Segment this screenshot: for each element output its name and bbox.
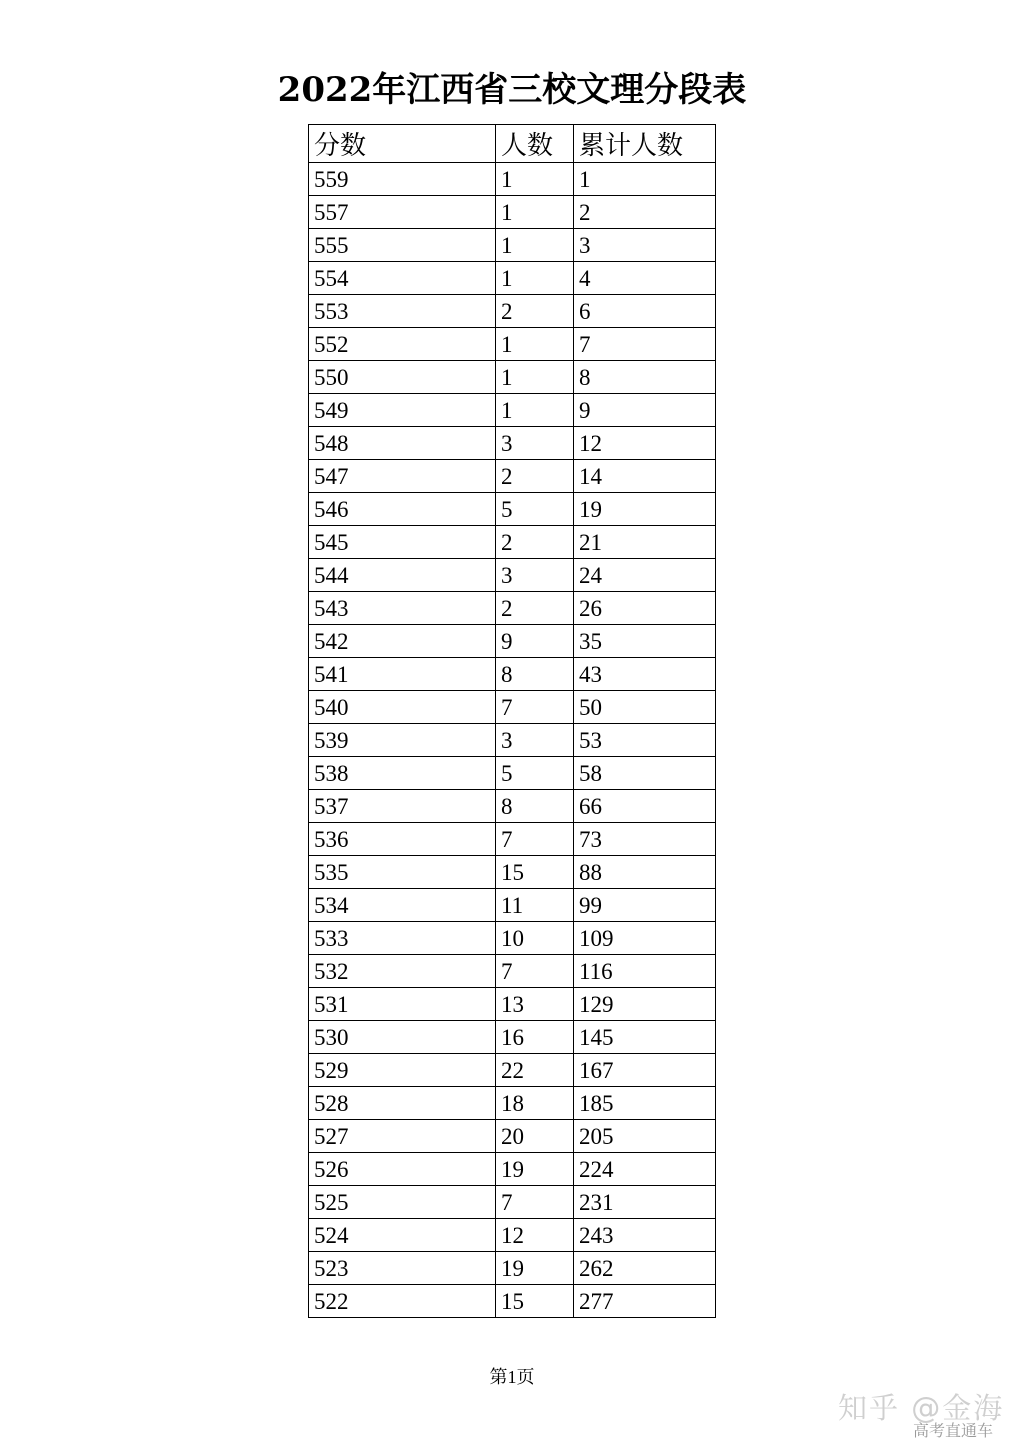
cell-count: 1 — [496, 196, 574, 229]
cell-count: 2 — [496, 592, 574, 625]
header-cumulative: 累计人数 — [574, 125, 716, 163]
cell-count: 12 — [496, 1219, 574, 1252]
cell-cumulative: 19 — [574, 493, 716, 526]
cell-score: 525 — [309, 1186, 496, 1219]
cell-count: 20 — [496, 1120, 574, 1153]
table-row — [309, 955, 716, 988]
cell-cumulative: 26 — [574, 592, 716, 625]
header-count: 人数 — [496, 125, 574, 163]
table-row — [309, 1186, 716, 1219]
cell-cumulative: 58 — [574, 757, 716, 790]
cell-score: 555 — [309, 229, 496, 262]
cell-score: 549 — [309, 394, 496, 427]
table-row — [309, 163, 716, 196]
cell-cumulative: 88 — [574, 856, 716, 889]
cell-count: 11 — [496, 889, 574, 922]
cell-cumulative: 6 — [574, 295, 716, 328]
table-row — [309, 427, 716, 460]
cell-score: 554 — [309, 262, 496, 295]
cell-cumulative: 8 — [574, 361, 716, 394]
cell-count: 22 — [496, 1054, 574, 1087]
table-row — [309, 328, 716, 361]
cell-score: 534 — [309, 889, 496, 922]
cell-score: 559 — [309, 163, 496, 196]
cell-cumulative: 185 — [574, 1087, 716, 1120]
cell-count: 5 — [496, 757, 574, 790]
cell-score: 536 — [309, 823, 496, 856]
table-row — [309, 394, 716, 427]
cell-count: 7 — [496, 955, 574, 988]
cell-score: 533 — [309, 922, 496, 955]
table-row — [309, 691, 716, 724]
cell-count: 10 — [496, 922, 574, 955]
table-header-row — [309, 125, 716, 163]
table-row — [309, 988, 716, 1021]
cell-cumulative: 66 — [574, 790, 716, 823]
watermark: 知乎 @金海 — [838, 1391, 1005, 1425]
cell-count: 7 — [496, 691, 574, 724]
cell-count: 2 — [496, 295, 574, 328]
table-row — [309, 823, 716, 856]
cell-score: 527 — [309, 1120, 496, 1153]
table-row — [309, 922, 716, 955]
cell-count: 1 — [496, 328, 574, 361]
cell-score: 526 — [309, 1153, 496, 1186]
cell-count: 3 — [496, 559, 574, 592]
cell-count: 2 — [496, 460, 574, 493]
table-row — [309, 229, 716, 262]
cell-cumulative: 2 — [574, 196, 716, 229]
cell-count: 13 — [496, 988, 574, 1021]
cell-count: 18 — [496, 1087, 574, 1120]
cell-score: 543 — [309, 592, 496, 625]
cell-cumulative: 109 — [574, 922, 716, 955]
cell-count: 9 — [496, 625, 574, 658]
table-row — [309, 1219, 716, 1252]
cell-score: 539 — [309, 724, 496, 757]
cell-score: 552 — [309, 328, 496, 361]
cell-count: 5 — [496, 493, 574, 526]
cell-count: 2 — [496, 526, 574, 559]
cell-cumulative: 9 — [574, 394, 716, 427]
cell-score: 523 — [309, 1252, 496, 1285]
cell-cumulative: 116 — [574, 955, 716, 988]
cell-score: 535 — [309, 856, 496, 889]
table-row — [309, 724, 716, 757]
table-row — [309, 790, 716, 823]
cell-score: 531 — [309, 988, 496, 1021]
cell-score: 524 — [309, 1219, 496, 1252]
cell-cumulative: 24 — [574, 559, 716, 592]
table-row — [309, 1153, 716, 1186]
cell-score: 545 — [309, 526, 496, 559]
cell-count: 8 — [496, 658, 574, 691]
cell-score: 528 — [309, 1087, 496, 1120]
cell-count: 1 — [496, 394, 574, 427]
cell-score: 546 — [309, 493, 496, 526]
table-row — [309, 625, 716, 658]
cell-cumulative: 1 — [574, 163, 716, 196]
table-row — [309, 592, 716, 625]
table-row — [309, 757, 716, 790]
header-score: 分数 — [309, 125, 496, 163]
cell-score: 532 — [309, 955, 496, 988]
cell-score: 553 — [309, 295, 496, 328]
cell-score: 544 — [309, 559, 496, 592]
cell-count: 19 — [496, 1252, 574, 1285]
cell-score: 530 — [309, 1021, 496, 1054]
table-row — [309, 1087, 716, 1120]
table-row — [309, 1021, 716, 1054]
cell-score: 529 — [309, 1054, 496, 1087]
table-row — [309, 856, 716, 889]
table-row — [309, 1285, 716, 1318]
cell-cumulative: 53 — [574, 724, 716, 757]
cell-score: 522 — [309, 1285, 496, 1318]
cell-score: 547 — [309, 460, 496, 493]
cell-cumulative: 99 — [574, 889, 716, 922]
cell-cumulative: 14 — [574, 460, 716, 493]
cell-count: 15 — [496, 856, 574, 889]
table-row — [309, 460, 716, 493]
cell-cumulative: 12 — [574, 427, 716, 460]
cell-count: 8 — [496, 790, 574, 823]
cell-cumulative: 4 — [574, 262, 716, 295]
cell-score: 550 — [309, 361, 496, 394]
table-row — [309, 1120, 716, 1153]
cell-score: 537 — [309, 790, 496, 823]
cell-cumulative: 21 — [574, 526, 716, 559]
cell-cumulative: 224 — [574, 1153, 716, 1186]
cell-cumulative: 205 — [574, 1120, 716, 1153]
table-row — [309, 526, 716, 559]
cell-count: 1 — [496, 229, 574, 262]
table-row — [309, 493, 716, 526]
page-title: 2022年江西省三校文理分段表 — [277, 70, 747, 110]
cell-count: 7 — [496, 823, 574, 856]
cell-cumulative: 167 — [574, 1054, 716, 1087]
page-number: 第1页 — [489, 1367, 535, 1387]
cell-count: 1 — [496, 361, 574, 394]
cell-count: 7 — [496, 1186, 574, 1219]
cell-count: 19 — [496, 1153, 574, 1186]
table-row — [309, 196, 716, 229]
cell-score: 541 — [309, 658, 496, 691]
cell-score: 542 — [309, 625, 496, 658]
cell-count: 1 — [496, 163, 574, 196]
cell-score: 540 — [309, 691, 496, 724]
table-row — [309, 262, 716, 295]
cell-cumulative: 43 — [574, 658, 716, 691]
cell-cumulative: 35 — [574, 625, 716, 658]
cell-cumulative: 262 — [574, 1252, 716, 1285]
cell-count: 1 — [496, 262, 574, 295]
table-row — [309, 889, 716, 922]
cell-count: 3 — [496, 427, 574, 460]
table-row — [309, 1054, 716, 1087]
table-row — [309, 1252, 716, 1285]
cell-cumulative: 231 — [574, 1186, 716, 1219]
cell-count: 3 — [496, 724, 574, 757]
watermark-sub: 高考直通车 — [913, 1421, 994, 1440]
cell-cumulative: 243 — [574, 1219, 716, 1252]
cell-cumulative: 129 — [574, 988, 716, 1021]
cell-count: 15 — [496, 1285, 574, 1318]
cell-cumulative: 145 — [574, 1021, 716, 1054]
cell-score: 548 — [309, 427, 496, 460]
table-row — [309, 658, 716, 691]
cell-cumulative: 73 — [574, 823, 716, 856]
cell-count: 16 — [496, 1021, 574, 1054]
table-row — [309, 559, 716, 592]
table-row — [309, 295, 716, 328]
cell-cumulative: 3 — [574, 229, 716, 262]
score-table — [308, 124, 716, 1318]
cell-score: 538 — [309, 757, 496, 790]
cell-cumulative: 277 — [574, 1285, 716, 1318]
cell-score: 557 — [309, 196, 496, 229]
cell-cumulative: 50 — [574, 691, 716, 724]
table-row — [309, 361, 716, 394]
cell-cumulative: 7 — [574, 328, 716, 361]
